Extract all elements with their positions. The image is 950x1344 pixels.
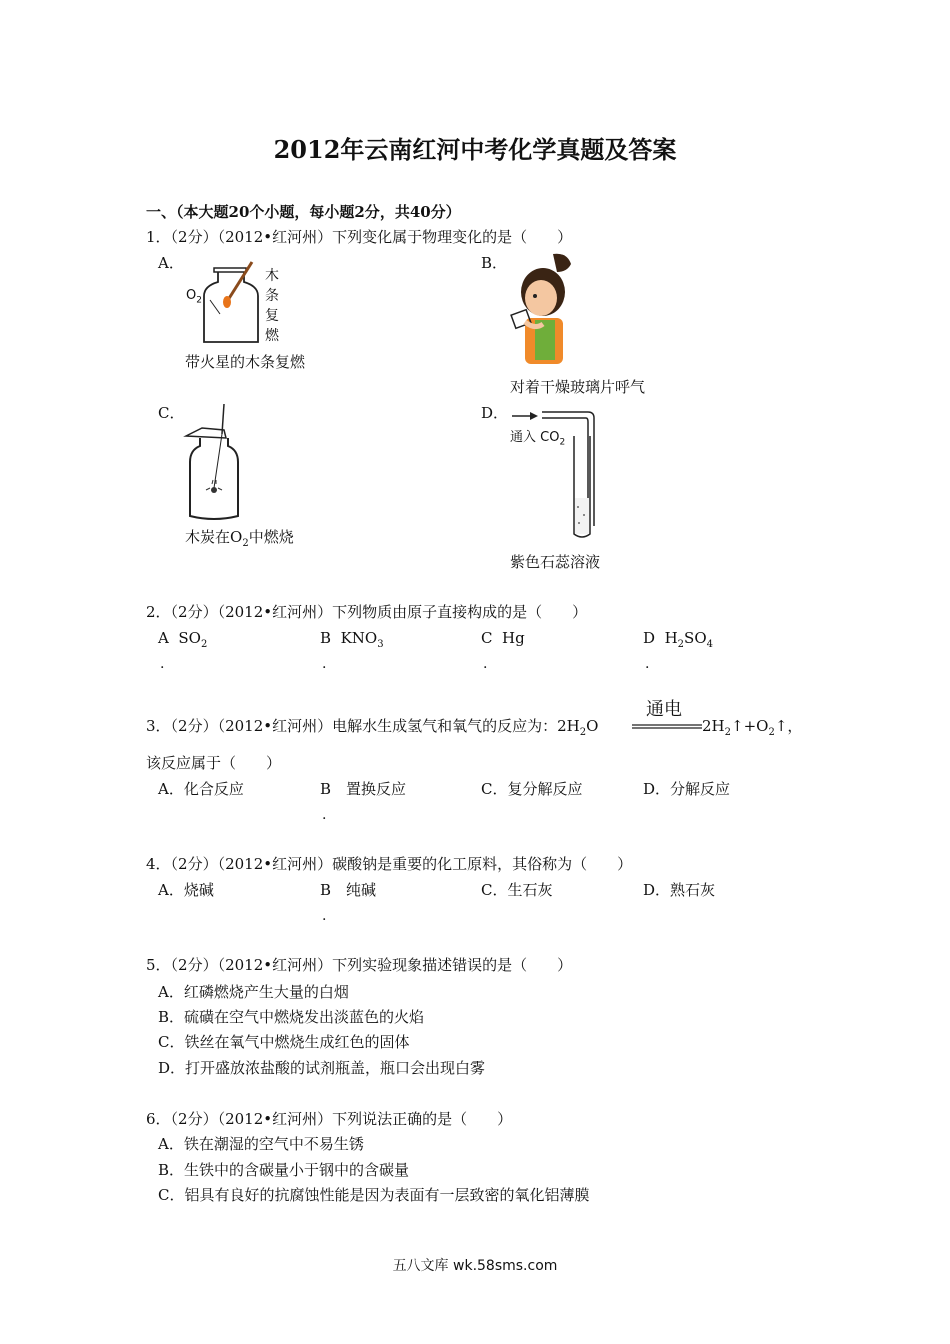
q6-stem: 6．（2分）（2012•红河州）下列说法正确的是（ ）	[146, 1110, 513, 1128]
q1-d-caption: 紫色石蕊溶液	[510, 553, 601, 571]
q2-stem: 2．（2分）（2012•红河州）下列物质由原子直接构成的是（ ）	[146, 603, 588, 621]
q3-stem: 3．（2分）（2012•红河州）电解水生成氢气和氧气的反应为：$2H_2O$	[146, 717, 599, 738]
q4-option-b-letter: B	[320, 881, 332, 899]
q4-stem: 4．（2分）（2012•红河州）碳酸钠是重要的化工原料，其俗称为（ ）	[146, 855, 633, 873]
q3-option-d: D．分解反应	[643, 780, 731, 798]
q1-stem: 1．（2分）（2012•红河州）下列变化属于物理变化的是（ ）	[146, 228, 573, 246]
q4-option-b-dot: .	[322, 908, 327, 924]
q2-option-c-dot: .	[483, 656, 488, 672]
q4-option-a: A．烧碱	[158, 881, 214, 899]
q1-figure-d	[508, 406, 608, 546]
q1-a-side-text-2: 条	[265, 288, 279, 304]
q1-option-d-label: D．	[481, 404, 509, 422]
page-title: 2012年云南红河中考化学真题及答案	[273, 135, 677, 164]
q6-option-a: A．铁在潮湿的空气中不易生锈	[158, 1135, 364, 1153]
q1-b-caption: 对着干燥玻璃片呼气	[510, 378, 646, 396]
q2-option-d: D $H_2SO_4$	[643, 629, 713, 650]
q5-option-a: A．红磷燃烧产生大量的白烟	[158, 983, 349, 1001]
q1-a-side-text-1: 木	[265, 268, 279, 284]
q3-equation-line	[632, 724, 702, 730]
page-footer: 五八文库 wk.58sms.com	[392, 1258, 558, 1274]
q5-option-c: C．铁丝在氧气中燃烧生成红色的固体	[158, 1033, 410, 1051]
q5-option-b: B．硫磺在空气中燃烧发出淡蓝色的火焰	[158, 1008, 425, 1026]
q4-option-b-text: 纯碱	[346, 881, 377, 899]
q1-a-caption: 带火星的木条复燃	[185, 353, 306, 371]
q3-products: $2H_2↑+O_2↑$，	[702, 717, 803, 738]
q3-option-b-letter: B	[320, 780, 332, 798]
q1-option-c-label: C．	[158, 404, 185, 422]
charcoal-jar-illustration	[180, 404, 250, 522]
q1-a-o2-label: $O_2$	[186, 288, 202, 306]
q2-option-a-dot: .	[160, 656, 165, 672]
q3-line2: 该反应属于（ ）	[146, 754, 282, 772]
q1-figure-b	[505, 250, 585, 370]
q2-option-b: B $KNO_3$	[320, 629, 384, 650]
q1-c-caption: 木炭在$O_2$中燃烧	[185, 528, 294, 549]
girl-breathing-illustration	[505, 250, 585, 370]
q2-option-c: C Hg	[481, 629, 525, 647]
q3-condition: 通电	[646, 699, 682, 720]
q4-option-c: C．生石灰	[481, 881, 553, 899]
q2-option-a: A $SO_2$	[158, 629, 208, 650]
section-header: 一、（本大题20个小题，每小题2分，共40分）	[146, 203, 461, 221]
q1-d-image-text: 通入 $CO_2$	[510, 430, 566, 448]
q6-option-c: C．铝具有良好的抗腐蚀性能是因为表面有一层致密的氧化铝薄膜	[158, 1186, 590, 1204]
q1-option-b-label: B．	[481, 254, 508, 272]
q2-option-b-dot: .	[322, 656, 327, 672]
q4-option-d: D．熟石灰	[643, 881, 716, 899]
co2-test-tube-illustration	[508, 406, 608, 546]
q5-stem: 5．（2分）（2012•红河州）下列实验现象描述错误的是（ ）	[146, 956, 573, 974]
q1-figure-c	[180, 404, 250, 522]
q3-option-b-dot: .	[322, 807, 327, 823]
q6-option-b: B．生铁中的含碳量小于钢中的含碳量	[158, 1161, 410, 1179]
q1-a-side-text-4: 燃	[265, 328, 279, 344]
q3-option-b-text: 置换反应	[346, 780, 407, 798]
q3-option-c: C．复分解反应	[481, 780, 583, 798]
q5-option-d: D．打开盛放浓盐酸的试剂瓶盖，瓶口会出现白雾	[158, 1059, 486, 1077]
q1-a-side-text-3: 复	[265, 308, 279, 324]
q1-option-a-label: A．	[158, 254, 184, 272]
q2-option-d-dot: .	[645, 656, 650, 672]
q3-option-a: A．化合反应	[158, 780, 244, 798]
